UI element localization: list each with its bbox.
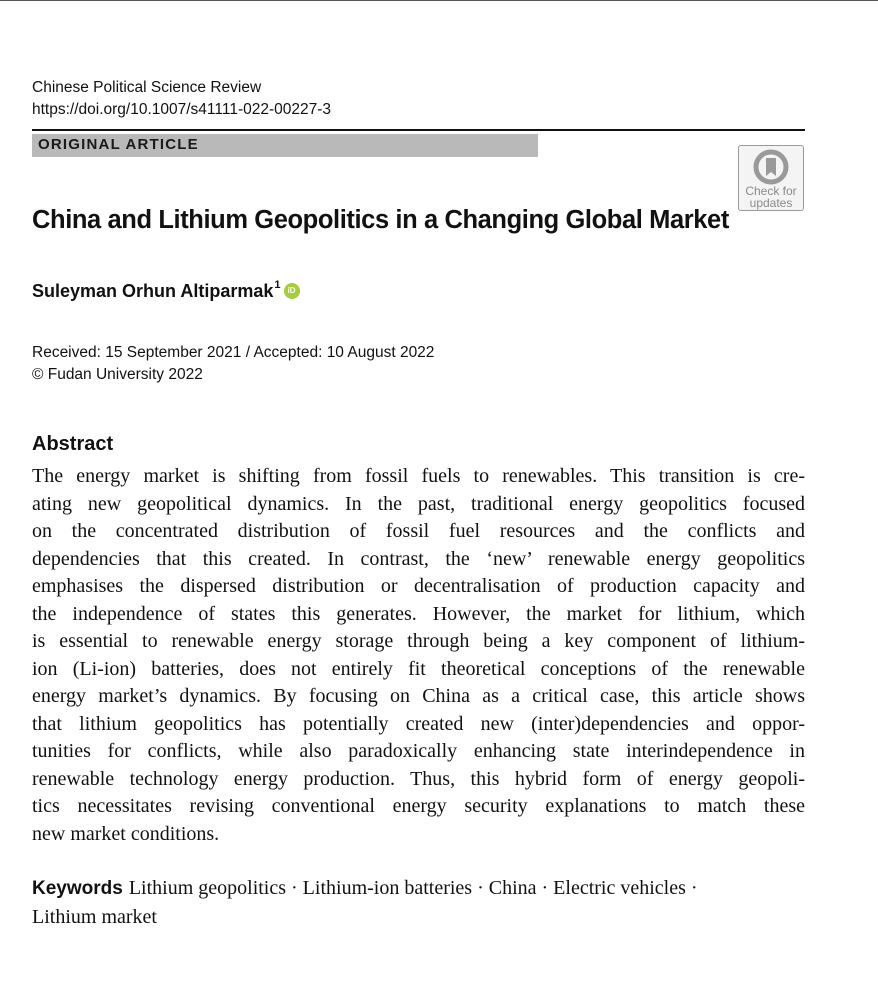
author-line [32,281,300,302]
abstract-line: energy market’s dynamics. By focusing on China as a critical case, this article shows [32,685,805,707]
abstract-line: The energy market is shifting from fossil fuels to renewables. This transition is cre- [32,465,805,487]
top-rule [0,0,878,1]
badge-line-2: updates [749,196,793,210]
abstract-line: ion (Li-ion) batteries, does not entirely fit theoretical conceptions of the renewable [32,657,805,680]
article-title: China and Lithium Geopolitics in a Changing Global Market [32,206,729,234]
keywords-line-1: Lithium geopolitics · Lithium-ion batteries · China · Electric vehicles · [128,877,698,899]
abstract-line: that lithium geopolitics has potentially created new (inter)dependencies and oppor- [32,712,805,735]
abstract-line: is essential to renewable energy storage through being a key component of lithium- [32,630,805,652]
abstract-line: tunities for conflicts, while also paradoxically enhancing state interindependence in [32,740,805,762]
publication-dates [32,342,434,386]
keywords-line-2: Lithium market [32,906,157,928]
copyright: © Fudan University 2022 [32,366,203,383]
keywords-label: Keywords [32,878,123,899]
journal-header [32,77,331,121]
abstract-line: on the concentrated distribution of fossil fuel resources and the conflicts and [32,520,805,542]
journal-name: Chinese Political Science Review [32,79,262,96]
section-label: ORIGINAL ARTICLE [38,136,199,153]
abstract-line: the independence of states this generates. However, the market for lithium, which [32,602,805,625]
author-name[interactable]: Suleyman Orhun Altiparmak [32,281,274,301]
abstract-line: renewable technology energy production. Thus, this hybrid form of energy geopoli- [32,767,805,790]
orcid-icon[interactable]: iD [284,283,300,299]
abstract-heading: Abstract [32,433,114,455]
abstract-line: dependencies that this created. In contrast, the ‘new’ renewable energy geopolitics [32,547,805,570]
keywords-block [32,874,805,931]
bookmark-ring-icon [753,149,789,185]
abstract-line: emphasises the dispersed distribution or decentralisation of production capacity and [32,575,805,597]
received-accepted: Received: 15 September 2021 / Accepted: 10 August 2022 [32,344,435,361]
section-rule [32,129,805,131]
abstract-body [32,463,805,848]
doi-link[interactable]: https://doi.org/10.1007/s41111-022-00227-3 [32,101,332,118]
badge-line-1: Check for [745,184,797,198]
affiliation-mark: 1 [274,279,281,291]
check-for-updates-badge[interactable] [738,145,804,211]
abstract-line: tics necessitates revising conventional energy security explanations to match these [32,795,805,817]
abstract-line: ating new geopolitical dynamics. In the past, traditional energy geopolitics focused [32,492,805,515]
abstract-line: new market conditions. [32,822,220,845]
